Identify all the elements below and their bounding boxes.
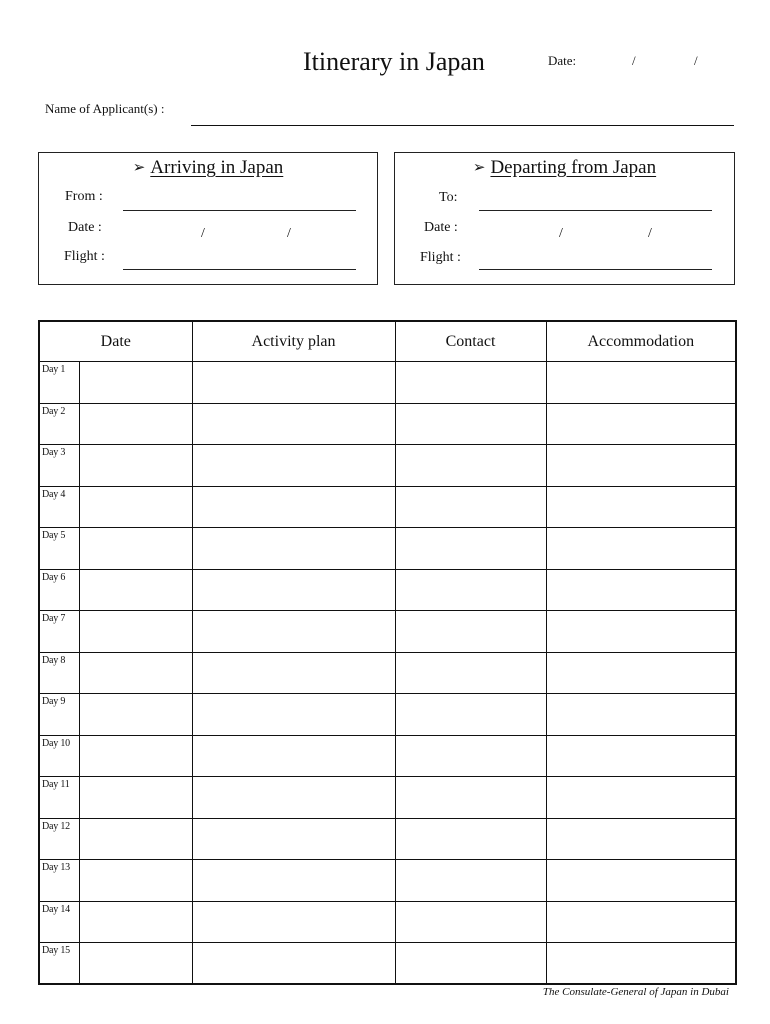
table-row — [39, 652, 736, 694]
accommodation-cell[interactable] — [546, 860, 736, 902]
contact-cell[interactable] — [395, 486, 546, 528]
activity-plan-cell[interactable] — [192, 652, 395, 694]
accommodation-cell[interactable] — [546, 777, 736, 819]
departing-to-label: To: — [439, 190, 458, 205]
departing-flight-field[interactable] — [479, 269, 712, 270]
arriving-heading-text: Arriving in Japan — [150, 157, 284, 178]
contact-cell[interactable] — [395, 528, 546, 570]
header-activity-plan: Activity plan — [192, 321, 395, 362]
contact-cell[interactable] — [395, 362, 546, 404]
day-label: Day 1 — [39, 362, 79, 404]
activity-plan-cell[interactable] — [192, 528, 395, 570]
departing-date-separator: / — [559, 226, 563, 241]
day-label: Day 11 — [39, 777, 79, 819]
accommodation-cell[interactable] — [546, 694, 736, 736]
table-row — [39, 611, 736, 653]
date-cell[interactable] — [79, 818, 192, 860]
activity-plan-cell[interactable] — [192, 445, 395, 487]
accommodation-cell[interactable] — [546, 528, 736, 570]
day-label: Day 2 — [39, 403, 79, 445]
table-row — [39, 445, 736, 487]
date-cell[interactable] — [79, 486, 192, 528]
contact-cell[interactable] — [395, 943, 546, 985]
activity-plan-cell[interactable] — [192, 362, 395, 404]
departing-to-field[interactable] — [479, 210, 712, 211]
day-label: Day 6 — [39, 569, 79, 611]
arriving-from-label: From : — [65, 189, 103, 204]
date-cell[interactable] — [79, 569, 192, 611]
contact-cell[interactable] — [395, 777, 546, 819]
arriving-heading — [39, 157, 377, 179]
table-row — [39, 569, 736, 611]
date-separator: / — [694, 53, 698, 68]
day-label: Day 14 — [39, 901, 79, 943]
date-cell[interactable] — [79, 362, 192, 404]
accommodation-cell[interactable] — [546, 735, 736, 777]
activity-plan-cell[interactable] — [192, 943, 395, 985]
departing-box — [394, 152, 735, 285]
table-header-row — [39, 321, 736, 362]
footer-issuer: The Consulate-General of Japan in Dubai — [542, 986, 729, 998]
arrowhead-icon: ➢ — [132, 160, 146, 176]
accommodation-cell[interactable] — [546, 652, 736, 694]
day-label: Day 5 — [39, 528, 79, 570]
arrowhead-icon: ➢ — [472, 160, 486, 176]
contact-cell[interactable] — [395, 694, 546, 736]
table-row — [39, 777, 736, 819]
day-label: Day 4 — [39, 486, 79, 528]
arriving-flight-label: Flight : — [64, 249, 105, 264]
activity-plan-cell[interactable] — [192, 486, 395, 528]
date-cell[interactable] — [79, 403, 192, 445]
header-contact: Contact — [395, 321, 546, 362]
table-row — [39, 735, 736, 777]
itinerary-rows — [39, 362, 736, 985]
date-cell[interactable] — [79, 860, 192, 902]
table-row — [39, 901, 736, 943]
date-cell[interactable] — [79, 694, 192, 736]
date-cell[interactable] — [79, 445, 192, 487]
table-row — [39, 694, 736, 736]
header-date: Date — [39, 321, 192, 362]
accommodation-cell[interactable] — [546, 445, 736, 487]
accommodation-cell[interactable] — [546, 901, 736, 943]
day-label: Day 10 — [39, 735, 79, 777]
header-accommodation: Accommodation — [546, 321, 736, 362]
accommodation-cell[interactable] — [546, 403, 736, 445]
arriving-box — [38, 152, 378, 285]
contact-cell[interactable] — [395, 818, 546, 860]
applicant-name-field[interactable] — [191, 125, 734, 126]
date-cell[interactable] — [79, 735, 192, 777]
arriving-from-field[interactable] — [123, 210, 356, 211]
day-label: Day 8 — [39, 652, 79, 694]
activity-plan-cell[interactable] — [192, 569, 395, 611]
day-label: Day 15 — [39, 943, 79, 985]
departing-date-separator: / — [648, 226, 652, 241]
departing-date-label: Date : — [424, 220, 458, 235]
date-cell[interactable] — [79, 943, 192, 985]
activity-plan-cell[interactable] — [192, 403, 395, 445]
day-label: Day 3 — [39, 445, 79, 487]
day-label: Day 9 — [39, 694, 79, 736]
contact-cell[interactable] — [395, 860, 546, 902]
table-row — [39, 860, 736, 902]
arriving-date-label: Date : — [68, 220, 102, 235]
date-cell[interactable] — [79, 652, 192, 694]
accommodation-cell[interactable] — [546, 569, 736, 611]
contact-cell[interactable] — [395, 445, 546, 487]
table-row — [39, 486, 736, 528]
day-label: Day 13 — [39, 860, 79, 902]
date-label: Date: — [548, 53, 577, 68]
arriving-date-separator: / — [201, 226, 205, 241]
departing-heading-text: Departing from Japan — [490, 157, 657, 178]
activity-plan-cell[interactable] — [192, 611, 395, 653]
date-cell[interactable] — [79, 901, 192, 943]
activity-plan-cell[interactable] — [192, 818, 395, 860]
date-separator: / — [632, 53, 636, 68]
table-row — [39, 943, 736, 985]
table-row — [39, 818, 736, 860]
contact-cell[interactable] — [395, 652, 546, 694]
departing-heading — [395, 157, 734, 179]
accommodation-cell[interactable] — [546, 362, 736, 404]
departing-flight-label: Flight : — [420, 250, 461, 265]
accommodation-cell[interactable] — [546, 818, 736, 860]
contact-cell[interactable] — [395, 901, 546, 943]
applicant-label: Name of Applicant(s) : — [45, 101, 165, 116]
page-title: Itinerary in Japan — [303, 47, 485, 76]
accommodation-cell[interactable] — [546, 611, 736, 653]
contact-cell[interactable] — [395, 569, 546, 611]
activity-plan-cell[interactable] — [192, 777, 395, 819]
day-label: Day 12 — [39, 818, 79, 860]
itinerary-table — [38, 320, 737, 985]
arriving-date-separator: / — [287, 226, 291, 241]
date-cell[interactable] — [79, 777, 192, 819]
activity-plan-cell[interactable] — [192, 901, 395, 943]
table-row — [39, 362, 736, 404]
activity-plan-cell[interactable] — [192, 860, 395, 902]
day-label: Day 7 — [39, 611, 79, 653]
activity-plan-cell[interactable] — [192, 694, 395, 736]
date-cell[interactable] — [79, 528, 192, 570]
contact-cell[interactable] — [395, 403, 546, 445]
date-cell[interactable] — [79, 611, 192, 653]
accommodation-cell[interactable] — [546, 943, 736, 985]
arriving-flight-field[interactable] — [123, 269, 356, 270]
activity-plan-cell[interactable] — [192, 735, 395, 777]
accommodation-cell[interactable] — [546, 486, 736, 528]
table-row — [39, 403, 736, 445]
table-row — [39, 528, 736, 570]
contact-cell[interactable] — [395, 611, 546, 653]
contact-cell[interactable] — [395, 735, 546, 777]
